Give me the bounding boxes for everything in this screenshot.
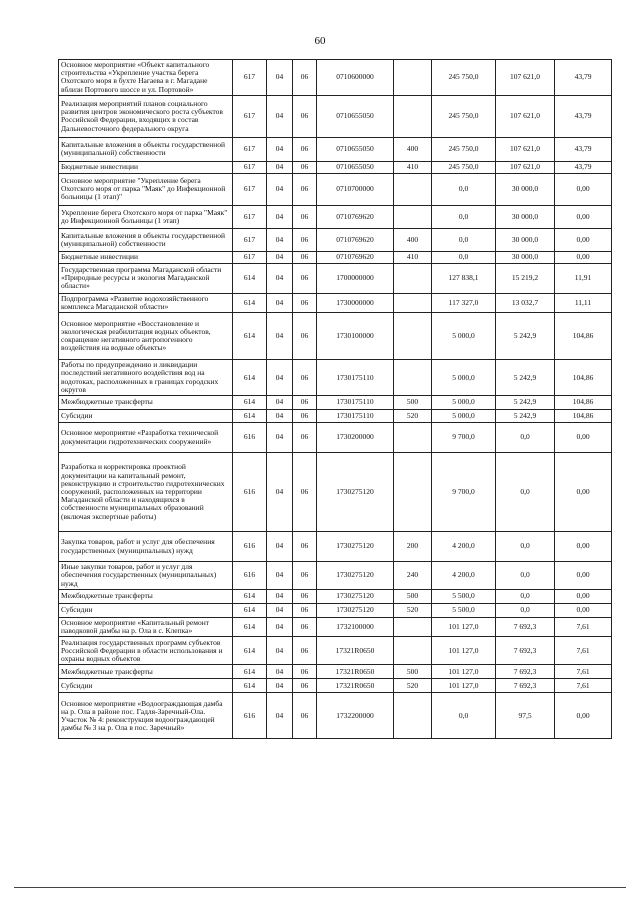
table-cell-grbs: 614: [233, 410, 267, 423]
table-cell-name: Реализация государственных программ субъектов Российской Федерации в области использования и охраны водных объектов: [59, 637, 233, 665]
table-cell-vr: 410: [394, 161, 432, 173]
table-cell-grbs: 614: [233, 604, 267, 618]
table-row: [59, 60, 612, 96]
table-cell-plan: 5 000,0: [432, 396, 496, 410]
table-cell-podrazdel: 06: [293, 453, 317, 532]
table-cell-fact: 0,0: [496, 562, 555, 590]
table-cell-cs: 17321R0650: [317, 679, 394, 693]
table-cell-grbs: 614: [233, 637, 267, 665]
table-cell-razdel: 04: [267, 637, 293, 665]
table-row: [59, 161, 612, 173]
table-cell-razdel: 04: [267, 604, 293, 618]
table-cell-plan: 5 000,0: [432, 410, 496, 423]
table-cell-percent: 7,61: [555, 637, 612, 665]
table-cell-name: Капитальные вложения в объекты государственной (муниципальной) собственности: [59, 137, 233, 161]
table-row: [59, 228, 612, 251]
table-cell-fact: 15 219,2: [496, 263, 555, 293]
table-cell-razdel: 04: [267, 251, 293, 263]
table-cell-plan: 245 750,0: [432, 161, 496, 173]
table-cell-cs: 1732200000: [317, 693, 394, 739]
table-row: [59, 532, 612, 562]
table-cell-podrazdel: 06: [293, 251, 317, 263]
table-cell-percent: 0,00: [555, 453, 612, 532]
table-row: [59, 679, 612, 693]
table-cell-plan: 0,0: [432, 693, 496, 739]
table-cell-fact: 7 692,3: [496, 665, 555, 679]
table-cell-cs: 1730275120: [317, 590, 394, 604]
table-cell-grbs: 614: [233, 618, 267, 637]
table-cell-podrazdel: 06: [293, 637, 317, 665]
table-cell-percent: 104,86: [555, 396, 612, 410]
table-cell-fact: 5 242,9: [496, 396, 555, 410]
table-row: [59, 410, 612, 423]
table-cell-fact: 0,0: [496, 590, 555, 604]
table-cell-percent: 0,00: [555, 604, 612, 618]
table-cell-razdel: 04: [267, 173, 293, 205]
table-cell-plan: 5 500,0: [432, 590, 496, 604]
table-cell-grbs: 617: [233, 137, 267, 161]
table-cell-fact: 7 692,3: [496, 679, 555, 693]
table-cell-vr: 520: [394, 679, 432, 693]
table-cell-name: Укрепление берега Охотского моря от парка "Маяк" до Инфекционной больницы (1 этап): [59, 205, 233, 228]
budget-table: [58, 59, 612, 739]
table-cell-vr: [394, 205, 432, 228]
table-cell-podrazdel: 06: [293, 396, 317, 410]
table-cell-percent: 104,86: [555, 360, 612, 396]
table-row: [59, 205, 612, 228]
table-cell-grbs: 617: [233, 251, 267, 263]
table-cell-cs: 17321R0650: [317, 637, 394, 665]
table-cell-grbs: 614: [233, 293, 267, 312]
table-cell-razdel: 04: [267, 360, 293, 396]
table-cell-name: Основное мероприятие «Разработка технической документации гидротехнических сооружений»: [59, 423, 233, 453]
table-cell-percent: 7,61: [555, 618, 612, 637]
table-cell-razdel: 04: [267, 679, 293, 693]
table-cell-vr: [394, 263, 432, 293]
table-cell-fact: 0,0: [496, 423, 555, 453]
table-cell-percent: 0,00: [555, 173, 612, 205]
table-cell-vr: [394, 453, 432, 532]
table-cell-razdel: 04: [267, 161, 293, 173]
table-cell-cs: 1730275120: [317, 604, 394, 618]
table-cell-grbs: 614: [233, 665, 267, 679]
table-cell-plan: 245 750,0: [432, 60, 496, 96]
table-cell-grbs: 616: [233, 453, 267, 532]
table-cell-plan: 5 000,0: [432, 360, 496, 396]
table-cell-name: Основное мероприятие «Капитальный ремонт паводковой дамбы на р. Ола в с. Клепка»: [59, 618, 233, 637]
table-cell-razdel: 04: [267, 410, 293, 423]
table-cell-grbs: 614: [233, 679, 267, 693]
table-cell-plan: 5 500,0: [432, 604, 496, 618]
table-cell-plan: 0,0: [432, 205, 496, 228]
table-cell-percent: 0,00: [555, 228, 612, 251]
table-row: [59, 618, 612, 637]
table-cell-name: Иные закупки товаров, работ и услуг для обеспечения государственных (муниципальных) нужд: [59, 562, 233, 590]
table-cell-fact: 5 242,9: [496, 360, 555, 396]
table-cell-cs: 1730175110: [317, 360, 394, 396]
table-cell-grbs: 616: [233, 693, 267, 739]
table-cell-grbs: 614: [233, 590, 267, 604]
table-cell-cs: 0710655050: [317, 137, 394, 161]
table-cell-podrazdel: 06: [293, 313, 317, 360]
table-cell-plan: 5 000,0: [432, 313, 496, 360]
table-cell-razdel: 04: [267, 137, 293, 161]
table-cell-percent: 11,11: [555, 293, 612, 312]
table-row: [59, 360, 612, 396]
table-cell-grbs: 614: [233, 313, 267, 360]
table-cell-cs: 1700000000: [317, 263, 394, 293]
table-cell-podrazdel: 06: [293, 410, 317, 423]
table-cell-percent: 0,00: [555, 205, 612, 228]
table-row: [59, 562, 612, 590]
table-cell-percent: 43,79: [555, 161, 612, 173]
bottom-rule: [14, 887, 626, 888]
table-cell-cs: 1732100000: [317, 618, 394, 637]
table-cell-fact: 107 621,0: [496, 60, 555, 96]
table-cell-name: Разработка и корректировка проектной документации на капитальный ремонт, реконструкцию и строительство гидротехнических сооружений, расположенных на территории Магаданской области и находящихся в собственности муниципальных образований (включая экспертные работы): [59, 453, 233, 532]
table-cell-podrazdel: 06: [293, 590, 317, 604]
table-cell-podrazdel: 06: [293, 693, 317, 739]
table-cell-razdel: 04: [267, 205, 293, 228]
table-cell-grbs: 616: [233, 562, 267, 590]
table-cell-plan: 101 127,0: [432, 637, 496, 665]
table-cell-vr: 520: [394, 604, 432, 618]
table-cell-percent: 11,91: [555, 263, 612, 293]
table-cell-vr: 500: [394, 665, 432, 679]
table-cell-plan: 4 200,0: [432, 562, 496, 590]
table-cell-grbs: 617: [233, 161, 267, 173]
table-cell-name: Основное мероприятие "Укрепление берега Охотского моря от парка "Маяк" до Инфекционной больницы (1 этап)": [59, 173, 233, 205]
table-cell-plan: 127 838,1: [432, 263, 496, 293]
table-cell-fact: 107 621,0: [496, 95, 555, 137]
table-cell-razdel: 04: [267, 618, 293, 637]
table-cell-podrazdel: 06: [293, 161, 317, 173]
table-cell-grbs: 617: [233, 228, 267, 251]
table-cell-cs: 0710655050: [317, 161, 394, 173]
table-cell-podrazdel: 06: [293, 665, 317, 679]
table-cell-vr: 500: [394, 590, 432, 604]
table-cell-podrazdel: 06: [293, 205, 317, 228]
table-row: [59, 95, 612, 137]
table-cell-cs: 1730200000: [317, 423, 394, 453]
table-cell-razdel: 04: [267, 693, 293, 739]
table-cell-plan: 9 700,0: [432, 423, 496, 453]
table-cell-vr: [394, 293, 432, 312]
table-cell-podrazdel: 06: [293, 532, 317, 562]
table-cell-name: Основное мероприятие «Объект капитального строительства «Укрепление участка берега Охотского моря в бухте Нагаева в г. Магадане вблизи Портового шоссе и ул. Портовой»: [59, 60, 233, 96]
table-cell-podrazdel: 06: [293, 228, 317, 251]
table-cell-fact: 30 000,0: [496, 173, 555, 205]
page-number: 60: [314, 35, 326, 47]
table-cell-percent: 0,00: [555, 590, 612, 604]
table-cell-podrazdel: 06: [293, 95, 317, 137]
table-row: [59, 263, 612, 293]
table-cell-plan: 0,0: [432, 173, 496, 205]
table-cell-plan: 245 750,0: [432, 137, 496, 161]
table-cell-plan: 117 327,0: [432, 293, 496, 312]
table-row: [59, 665, 612, 679]
table-cell-podrazdel: 06: [293, 137, 317, 161]
table-cell-podrazdel: 06: [293, 360, 317, 396]
table-cell-razdel: 04: [267, 263, 293, 293]
table-cell-vr: [394, 173, 432, 205]
table-cell-cs: 0710600000: [317, 60, 394, 96]
table-cell-razdel: 04: [267, 60, 293, 96]
table-body: [59, 60, 612, 739]
table-cell-name: Межбюджетные трансферты: [59, 396, 233, 410]
table-row: [59, 637, 612, 665]
table-row: [59, 423, 612, 453]
table-cell-vr: [394, 360, 432, 396]
table-cell-plan: 101 127,0: [432, 665, 496, 679]
table-cell-fact: 0,0: [496, 604, 555, 618]
table-cell-fact: 7 692,3: [496, 637, 555, 665]
table-cell-razdel: 04: [267, 423, 293, 453]
table-cell-vr: [394, 60, 432, 96]
table-cell-name: Закупка товаров, работ и услуг для обеспечения государственных (муниципальных) нужд: [59, 532, 233, 562]
table-cell-cs: 1730275120: [317, 532, 394, 562]
table-cell-percent: 43,79: [555, 60, 612, 96]
table-cell-vr: [394, 618, 432, 637]
table-cell-percent: 43,79: [555, 137, 612, 161]
table-cell-grbs: 617: [233, 205, 267, 228]
table-cell-plan: 0,0: [432, 228, 496, 251]
table-cell-razdel: 04: [267, 665, 293, 679]
table-cell-grbs: 616: [233, 532, 267, 562]
table-cell-podrazdel: 06: [293, 60, 317, 96]
table-cell-percent: 0,00: [555, 423, 612, 453]
table-cell-cs: 1730275120: [317, 562, 394, 590]
table-cell-vr: 500: [394, 396, 432, 410]
table-cell-plan: 0,0: [432, 251, 496, 263]
table-cell-razdel: 04: [267, 590, 293, 604]
table-cell-podrazdel: 06: [293, 173, 317, 205]
table-cell-name: Государственная программа Магаданской области «Природные ресурсы и экология Магаданской области»: [59, 263, 233, 293]
table-cell-percent: 43,79: [555, 95, 612, 137]
table-cell-percent: 0,00: [555, 251, 612, 263]
table-cell-fact: 0,0: [496, 453, 555, 532]
table-row: [59, 173, 612, 205]
table-cell-percent: 7,61: [555, 665, 612, 679]
table-cell-cs: 0710769620: [317, 205, 394, 228]
table-cell-grbs: 614: [233, 396, 267, 410]
table-cell-podrazdel: 06: [293, 293, 317, 312]
table-cell-cs: 1730175110: [317, 396, 394, 410]
table-cell-name: Субсидии: [59, 679, 233, 693]
table-cell-podrazdel: 06: [293, 618, 317, 637]
table-cell-grbs: 617: [233, 95, 267, 137]
table-cell-vr: 410: [394, 251, 432, 263]
table-cell-cs: 0710700000: [317, 173, 394, 205]
table-cell-fact: 7 692,3: [496, 618, 555, 637]
table-cell-cs: 17321R0650: [317, 665, 394, 679]
table-cell-plan: 245 750,0: [432, 95, 496, 137]
table-row: [59, 137, 612, 161]
table-cell-fact: 107 621,0: [496, 137, 555, 161]
table-cell-podrazdel: 06: [293, 423, 317, 453]
table-cell-fact: 97,5: [496, 693, 555, 739]
table-cell-name: Работы по предупреждению и ликвидации последствий негативного воздействия вод на водотоках, расположенных в границах городских округов: [59, 360, 233, 396]
table-cell-fact: 13 032,7: [496, 293, 555, 312]
table-cell-fact: 0,0: [496, 532, 555, 562]
table-cell-razdel: 04: [267, 532, 293, 562]
table-cell-name: Субсидии: [59, 410, 233, 423]
table-cell-cs: 1730000000: [317, 293, 394, 312]
table-cell-name: Субсидии: [59, 604, 233, 618]
table-cell-name: Межбюджетные трансферты: [59, 665, 233, 679]
table-cell-cs: 0710769620: [317, 228, 394, 251]
table-cell-percent: 0,00: [555, 693, 612, 739]
table-cell-name: Подпрограмма «Развитие водохозяйственного комплекса Магаданской области»: [59, 293, 233, 312]
table-cell-razdel: 04: [267, 396, 293, 410]
table-cell-vr: [394, 313, 432, 360]
table-cell-cs: 1730275120: [317, 453, 394, 532]
table-cell-name: Бюджетные инвестиции: [59, 251, 233, 263]
table-cell-name: Бюджетные инвестиции: [59, 161, 233, 173]
table-row: [59, 604, 612, 618]
table-cell-fact: 30 000,0: [496, 251, 555, 263]
table-cell-percent: 0,00: [555, 562, 612, 590]
table-cell-razdel: 04: [267, 313, 293, 360]
table-row: [59, 251, 612, 263]
table-cell-fact: 30 000,0: [496, 205, 555, 228]
table-cell-grbs: 617: [233, 60, 267, 96]
table-cell-name: Межбюджетные трансферты: [59, 590, 233, 604]
table-cell-razdel: 04: [267, 293, 293, 312]
table-cell-grbs: 616: [233, 423, 267, 453]
table-cell-name: Реализация мероприятий планов социального развития центров экономического роста субъектов Российской Федерации, входящих в состав Дальневосточного федерального округа: [59, 95, 233, 137]
table-cell-fact: 5 242,9: [496, 410, 555, 423]
table-cell-cs: 0710655050: [317, 95, 394, 137]
table-cell-vr: [394, 423, 432, 453]
table-cell-plan: 101 127,0: [432, 618, 496, 637]
table-cell-plan: 4 200,0: [432, 532, 496, 562]
table-cell-name: Основное мероприятие «Восстановление и экологическая реабилитация водных объектов, сокращение негативного антропогенного воздействия на водные объекты»: [59, 313, 233, 360]
table-cell-fact: 30 000,0: [496, 228, 555, 251]
table-cell-podrazdel: 06: [293, 263, 317, 293]
table-cell-vr: 520: [394, 410, 432, 423]
table-row: [59, 313, 612, 360]
table-cell-fact: 5 242,9: [496, 313, 555, 360]
table-cell-razdel: 04: [267, 228, 293, 251]
table-cell-vr: 200: [394, 532, 432, 562]
table-cell-vr: 240: [394, 562, 432, 590]
table-cell-percent: 104,86: [555, 410, 612, 423]
table-cell-plan: 9 700,0: [432, 453, 496, 532]
table-cell-percent: 104,86: [555, 313, 612, 360]
table-cell-podrazdel: 06: [293, 604, 317, 618]
table-cell-percent: 0,00: [555, 532, 612, 562]
table-row: [59, 590, 612, 604]
table-cell-razdel: 04: [267, 562, 293, 590]
table-cell-cs: 0710769620: [317, 251, 394, 263]
table-cell-vr: [394, 95, 432, 137]
table-cell-razdel: 04: [267, 95, 293, 137]
table-row: [59, 693, 612, 739]
table-cell-cs: 1730100000: [317, 313, 394, 360]
table-cell-grbs: 617: [233, 173, 267, 205]
table-cell-fact: 107 621,0: [496, 161, 555, 173]
table-cell-name: Капитальные вложения в объекты государственной (муниципальной) собственности: [59, 228, 233, 251]
table-cell-grbs: 614: [233, 263, 267, 293]
table-cell-grbs: 614: [233, 360, 267, 396]
table-cell-cs: 1730175110: [317, 410, 394, 423]
table-cell-podrazdel: 06: [293, 562, 317, 590]
table-cell-name: Основное мероприятие «Водоограждающая дамба на р. Ола в районе пос. Гадля-Заречный-Ола. Участок № 4: реконструкция водоограждающей дамбы № 3 на р. Ола в пос. Заречный»: [59, 693, 233, 739]
table-cell-vr: [394, 693, 432, 739]
table-cell-razdel: 04: [267, 453, 293, 532]
table-cell-vr: 400: [394, 137, 432, 161]
table-row: [59, 396, 612, 410]
table-cell-plan: 101 127,0: [432, 679, 496, 693]
table-cell-percent: 7,61: [555, 679, 612, 693]
table-cell-vr: [394, 637, 432, 665]
table-row: [59, 453, 612, 532]
table-cell-podrazdel: 06: [293, 679, 317, 693]
table-cell-vr: 400: [394, 228, 432, 251]
table-row: [59, 293, 612, 312]
